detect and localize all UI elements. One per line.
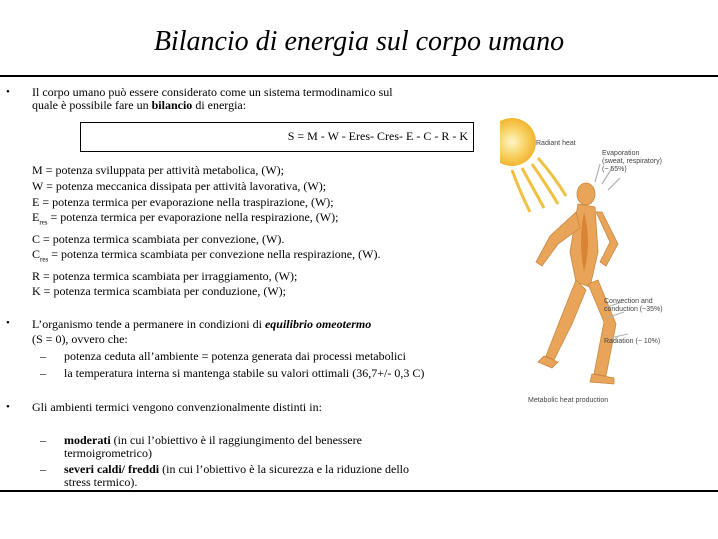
definition-row: C = potenza termica scambiata per convezione, (W). (32, 231, 285, 246)
bottom-rule (0, 490, 718, 492)
bullet-3: • (6, 401, 10, 413)
runner-figure (536, 183, 618, 384)
radiant-heat-arrows (512, 158, 566, 212)
definitions-list (32, 163, 380, 300)
definition-row: $E_{res}$ = potenza termica per evaporazione nella respirazione, (W); (32, 210, 339, 227)
definition-row: R = potenza termica scambiata per irraggiamento, (W); (32, 268, 298, 283)
label-radiant-heat: Radiant heat (536, 140, 576, 147)
heat-exchange-figure (500, 112, 718, 412)
page-title: Bilancio di energia sul corpo umano (153, 26, 565, 57)
label-radiation: Radiation (~ 10%) (604, 338, 661, 345)
definition-row: E = potenza termica per evaporazione nella traspirazione, (W); (32, 194, 334, 209)
bullet-1-text: Il corpo umano può essere considerato come un sistema termodinamico sul quale è possibile fare un bilancio di energia: (32, 85, 393, 112)
title-rule (0, 75, 718, 77)
bullet-2: • (6, 317, 10, 329)
bullet-3-text: Gli ambienti termici vengono convenzionalmente distinti in: (32, 400, 322, 414)
bullet-2-text: L’organismo tende a permanere in condizioni di equilibrio omeotermo (S = 0), ovvero che: (32, 317, 372, 346)
label-convection: Convection and conduction (~35%) (604, 298, 663, 313)
definition-row: M = potenza sviluppata per attività metabolica, (W); (32, 163, 285, 177)
energy-balance-equation: S = M - W - Eres- Cres- E - C - R - K (287, 129, 468, 143)
label-metabolic: Metabolic heat production (528, 397, 609, 404)
definition-row: W = potenza meccanica dissipata per attività lavorativa, (W); (32, 178, 327, 193)
definition-row: K = potenza termica scambiata per conduzione, (W); (32, 284, 286, 299)
sun-icon (500, 118, 536, 166)
bullet-1: • (6, 86, 10, 98)
label-evaporation: Evaporation (sweat, respiratory) (~ 55%) (602, 150, 662, 173)
definition-row: $C_{res}$ = potenza termica scambiata per convezione nella respirazione, (W). (32, 247, 381, 264)
